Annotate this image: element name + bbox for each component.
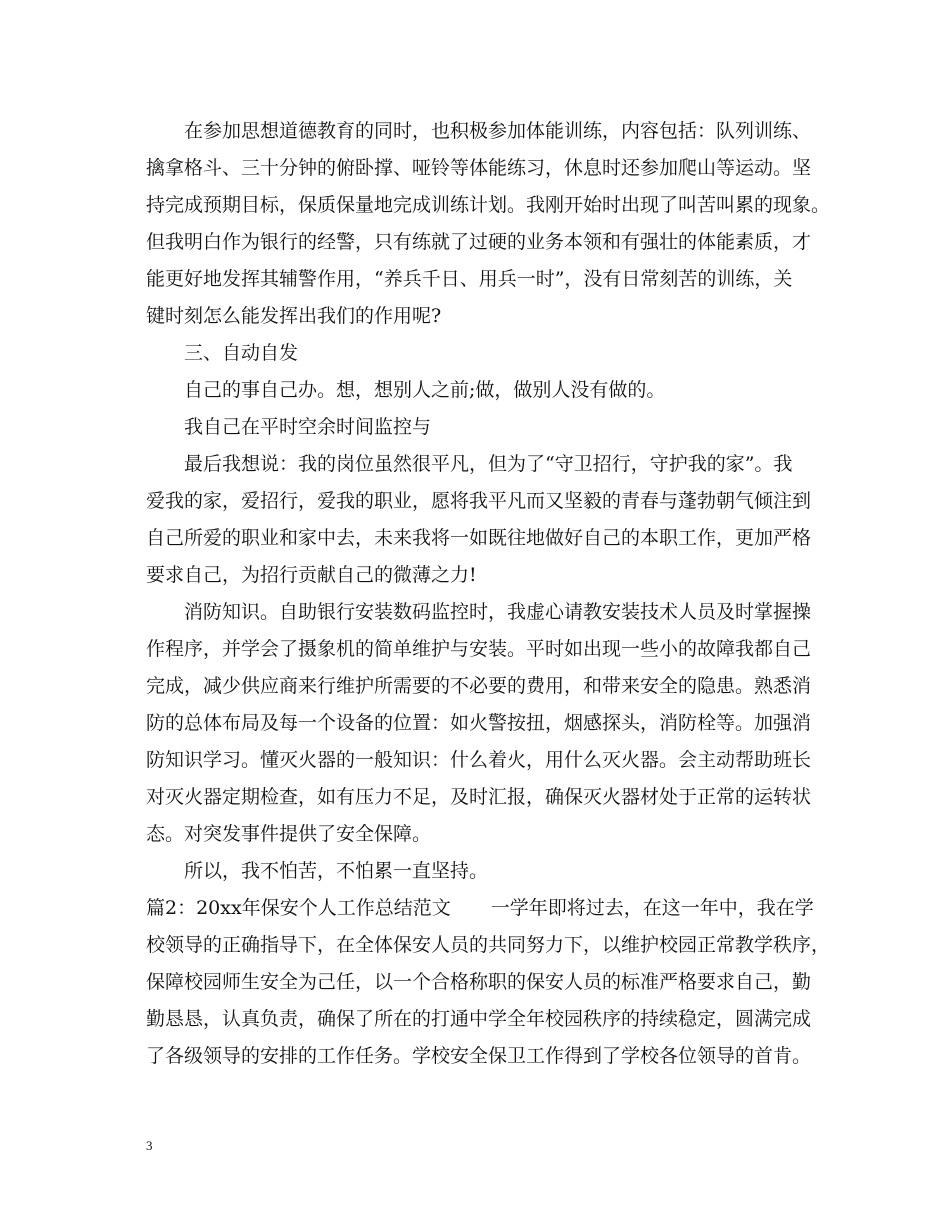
section-heading: 三、自动自发: [184, 342, 299, 364]
article-heading-line: [0, 890, 950, 926]
paragraph-line: 爱我的家，爱招行，爱我的职业，愿将我平凡而又坚毅的青春与蓬勃朝气倾注到: [146, 490, 812, 512]
paragraph-line: 能更好地发挥其辅警作用，“养兵千日、用兵一时”，没有日常刻苦的训练，关: [146, 268, 793, 290]
paragraph-line: 要求自己，为招行贡献自己的微薄之力!: [146, 564, 477, 586]
paragraph-line: 持完成预期目标，保质保量地完成训练计划。我刚开始时出现了叫苦叫累的现象。: [146, 194, 831, 216]
paragraph-line: 所以，我不怕苦，不怕累一直坚持。: [184, 860, 489, 882]
paragraph-line: 防的总体布局及每一个设备的位置：如火警按扭，烟感探头，消防栓等。加强消: [146, 712, 812, 734]
paragraph-line: 我自己在平时空余时间监控与: [184, 416, 432, 438]
paragraph-line: 对灭火器定期检查，如有压力不足，及时汇报，确保灭火器材处于正常的运转状: [146, 786, 812, 808]
paragraph-line: 态。对突发事件提供了安全保障。: [146, 823, 432, 845]
paragraph-line: 在参加思想道德教育的同时，也积极参加体能训练，内容包括：队列训练、: [184, 120, 812, 142]
paragraph-line: 保障校园师生安全为己任，以一个合格称职的保安人员的标准严格要求自己，勤: [146, 971, 812, 993]
paragraph-line: 最后我想说：我的岗位虽然很平凡，但为了“守卫招行，守护我的家”。我: [184, 453, 793, 475]
paragraph-line: 勤恳恳，认真负责，确保了所在的打通中学全年校园秩序的持续稳定，圆满完成: [146, 1008, 812, 1030]
paragraph-line: 擒拿格斗、三十分钟的俯卧撑、哑铃等体能练习，休息时还参加爬山等运动。坚: [146, 157, 812, 179]
paragraph-line: 消防知识。自助银行安装数码监控时，我虚心请教安装技术人员及时掌握操: [184, 601, 812, 623]
paragraph-line: 防知识学习。懂灭火器的一般知识：什么着火，用什么灭火器。会主动帮助班长: [146, 749, 812, 771]
paragraph-line: 但我明白作为银行的经警，只有练就了过硬的业务本领和有强壮的体能素质，才: [146, 231, 812, 253]
paragraph-line: 了各级领导的安排的工作任务。学校安全保卫工作得到了学校各位领导的首肯。: [146, 1045, 812, 1067]
article-title: 篇2：20xx年保安个人工作总结范文: [146, 897, 451, 919]
paragraph-line: 校领导的正确指导下，在全体保安人员的共同努力下，以维护校园正常教学秩序，: [146, 934, 831, 956]
paragraph-line: 自己的事自己办。想，想别人之前;做，做别人没有做的。: [184, 379, 666, 401]
paragraph-line: 完成，减少供应商来行维护所需要的不必要的费用，和带来安全的隐患。熟悉消: [146, 675, 812, 697]
article-opening-text: 一学年即将过去，在这一年中，我在学: [490, 897, 814, 919]
paragraph-line: 作程序，并学会了摄象机的简单维护与安装。平时如出现一些小的故障我都自己: [146, 638, 812, 660]
page-number: 3: [146, 1138, 153, 1153]
paragraph-line: 自己所爱的职业和家中去，未来我将一如既往地做好自己的本职工作，更加严格: [146, 527, 812, 549]
paragraph-line: 键时刻怎么能发挥出我们的作用呢?: [146, 305, 442, 327]
